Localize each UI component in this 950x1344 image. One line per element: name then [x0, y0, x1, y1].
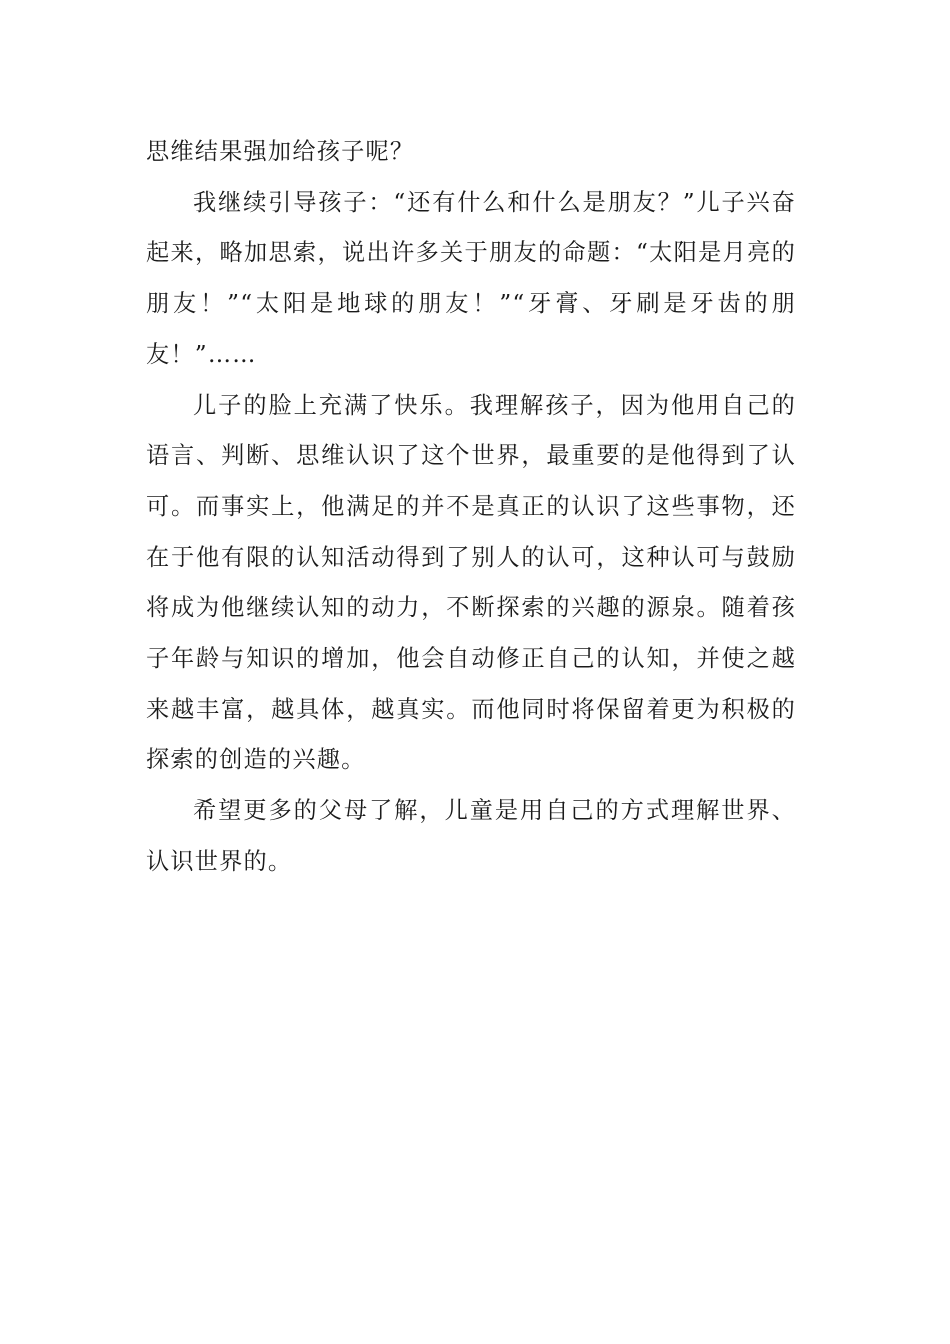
paragraph-friends-dialogue: 我继续引导孩子：“还有什么和什么是朋友？”儿子兴奋起来，略加思索，说出许多关于朋友的命题：“太阳是月亮的朋友！”“太阳是地球的朋友！”“牙膏、牙刷是牙齿的朋友！”……: [146, 188, 796, 368]
document-body: [146, 127, 796, 888]
paragraph-son-happiness: 儿子的脸上充满了快乐。我理解孩子，因为他用自己的语言、判断、思维认识了这个世界，最重要的是他得到了认可。而事实上，他满足的并不是真正的认识了这些事物，还在于他有限的认知活动得到了别人的认可，这种认可与鼓励将成为他继续认知的动力，不断探索的兴趣的源泉。随着孩子年龄与知识的增加，他会自动修正自己的认知，并使之越来越丰富，越具体，越真实。而他同时将保留着更为积极的探索的创造的兴趣。: [146, 391, 796, 774]
paragraph-closing-hope: 希望更多的父母了解，儿童是用自己的方式理解世界、认识世界的。: [146, 797, 796, 875]
paragraph-continuation: 思维结果强加给孩子呢？: [146, 138, 415, 165]
